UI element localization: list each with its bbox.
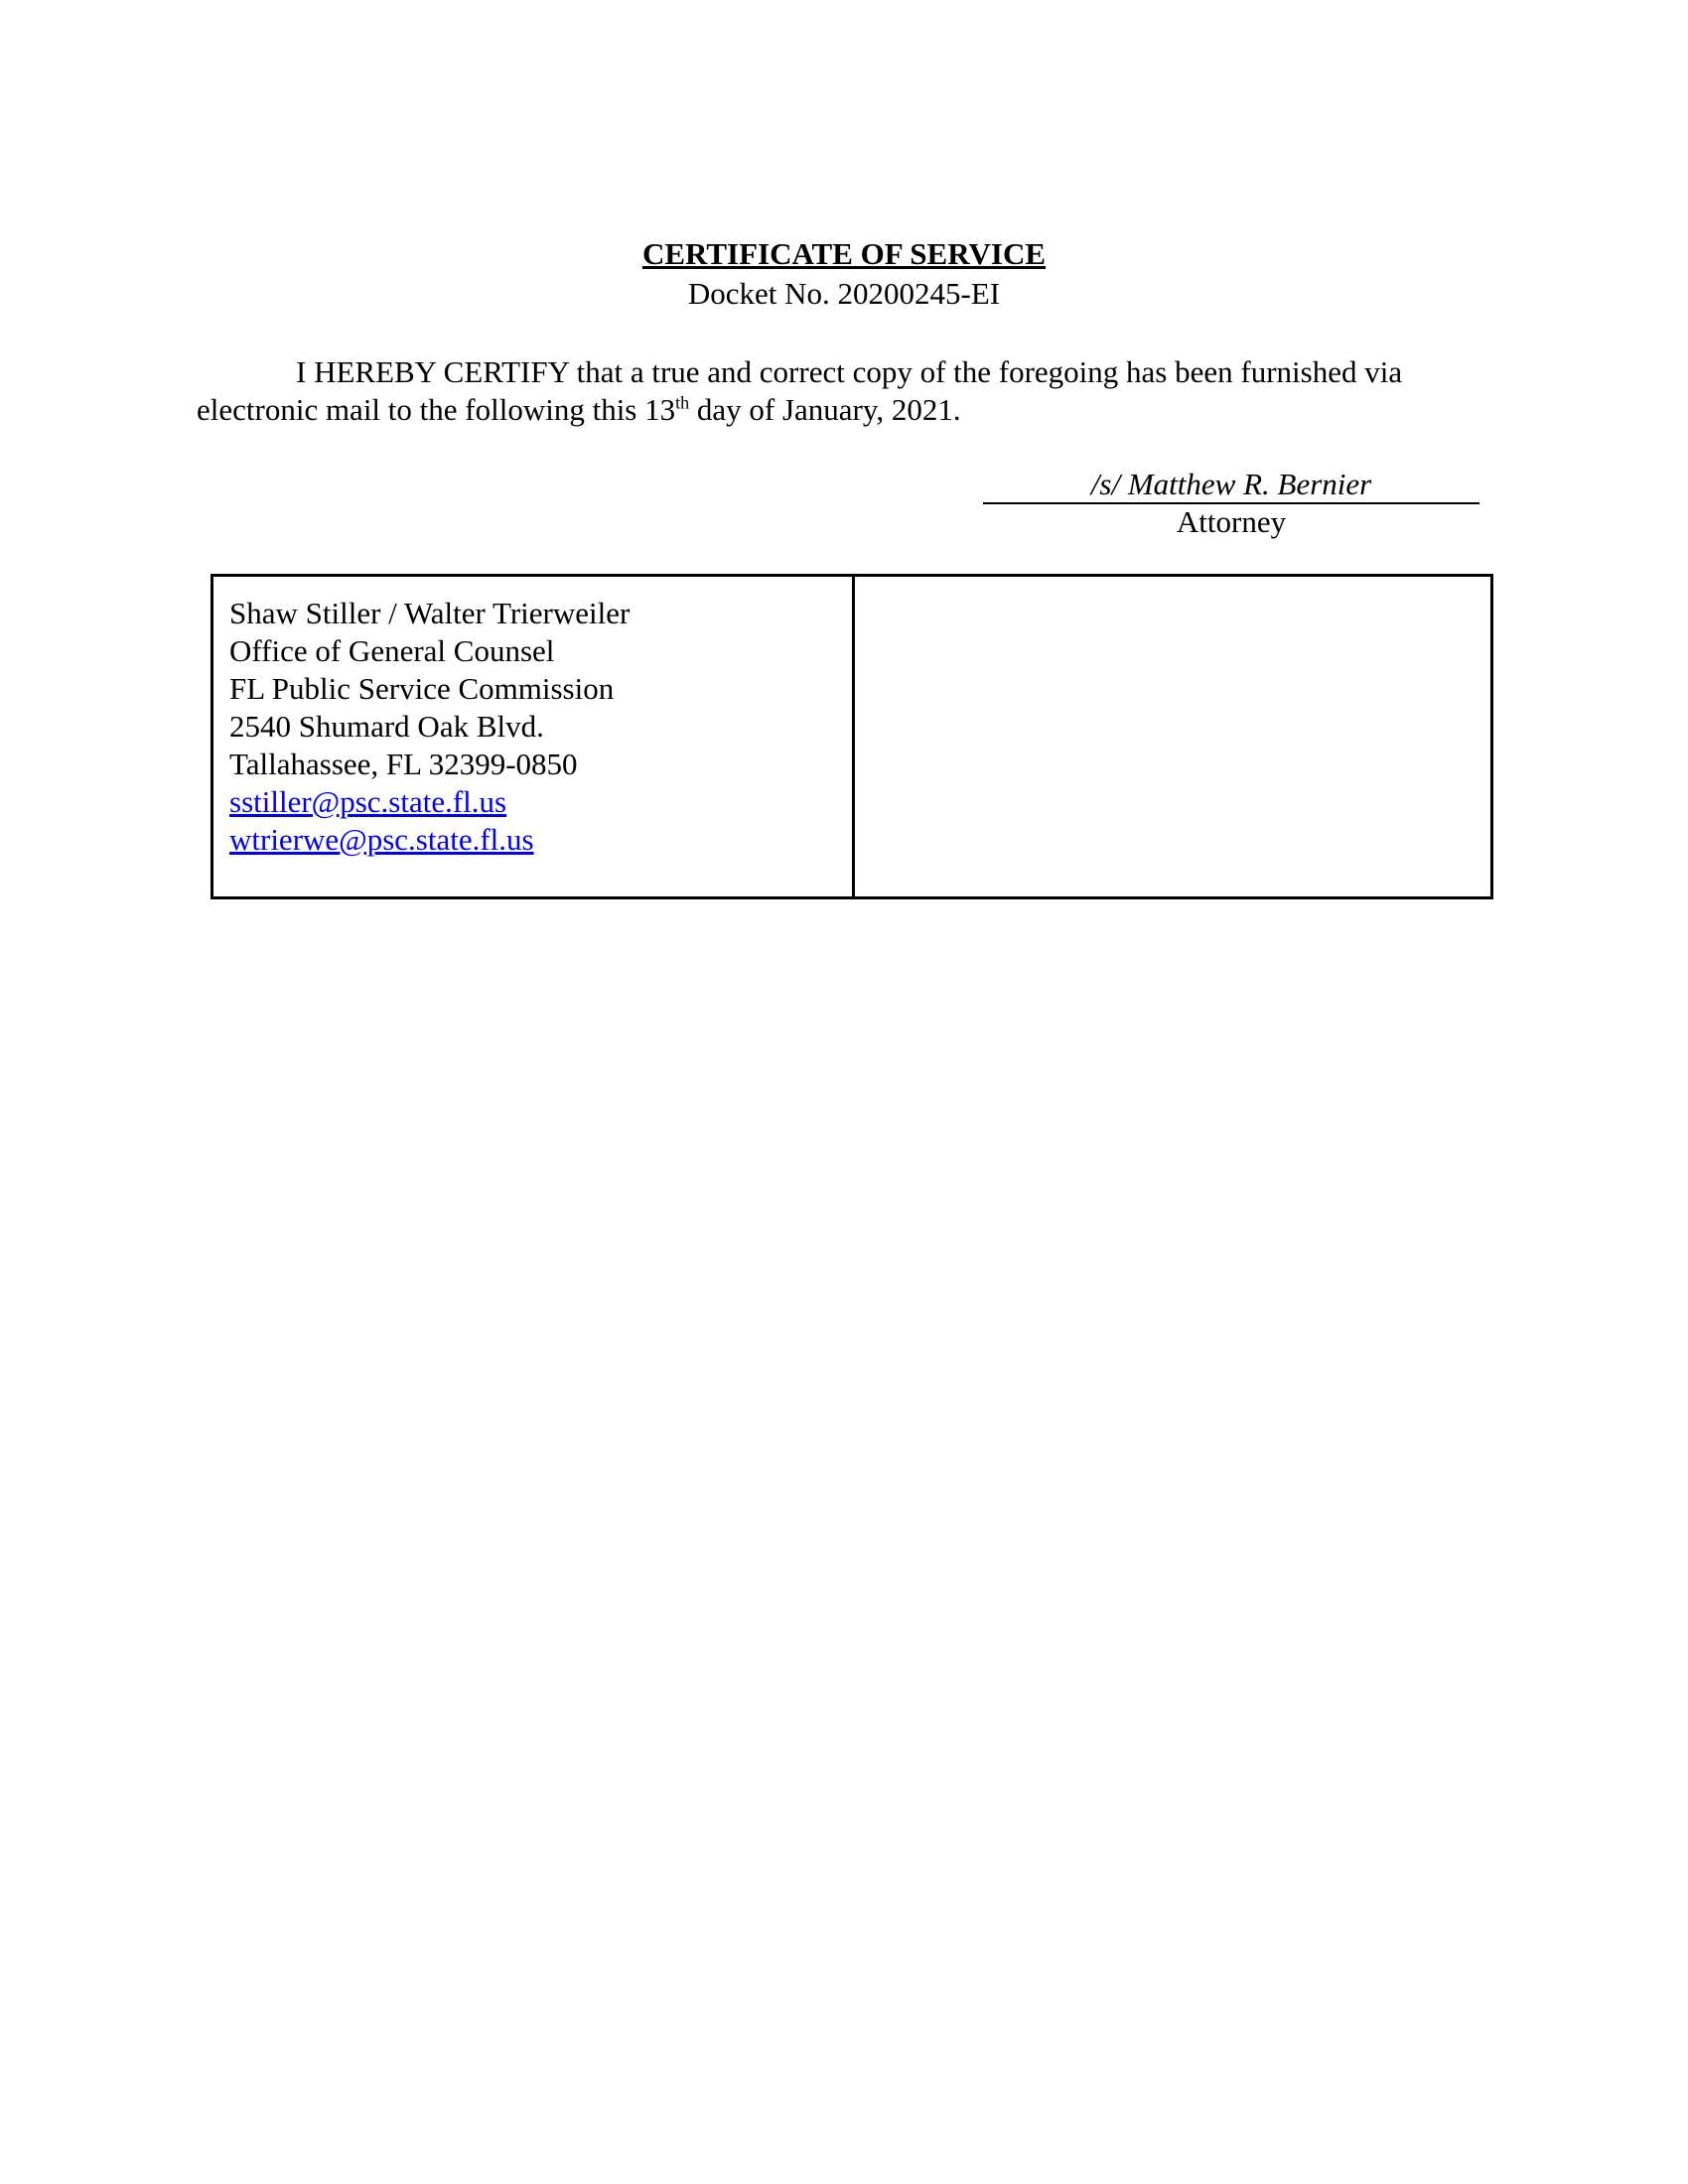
service-list-table — [211, 574, 1493, 899]
recipient-office: Office of General Counsel — [229, 633, 555, 668]
email-link-sstiller[interactable]: sstiller@psc.state.fl.us — [229, 784, 507, 819]
recipient-city: Tallahassee, FL 32399-0850 — [229, 747, 578, 781]
title-text: CERTIFICATE OF SERVICE — [641, 236, 1047, 271]
recipient-agency: FL Public Service Commission — [229, 671, 615, 706]
certification-text: I HEREBY CERTIFY that a true and correct copy of the foregoing has been furnished via electronic mail to the following this 13 — [197, 354, 1403, 427]
recipient-street: 2540 Shumard Oak Blvd. — [229, 709, 544, 744]
certification-paragraph — [197, 353, 1487, 429]
date-ordinal-suffix: th — [675, 392, 690, 413]
signature-line: /s/ Matthew R. Bernier — [983, 467, 1479, 504]
certification-date-text: day of January, 2021. — [689, 392, 961, 427]
signature-role: Attorney — [1176, 504, 1287, 539]
email-link-wtrierwe[interactable]: wtrierwe@psc.state.fl.us — [229, 822, 534, 857]
document-title — [0, 236, 1688, 272]
service-list-cell-left — [213, 577, 855, 896]
service-list-cell-right — [855, 577, 1490, 896]
recipient-names: Shaw Stiller / Walter Trierweiler — [229, 596, 631, 630]
docket-number: Docket No. 20200245-EI — [687, 276, 1001, 311]
